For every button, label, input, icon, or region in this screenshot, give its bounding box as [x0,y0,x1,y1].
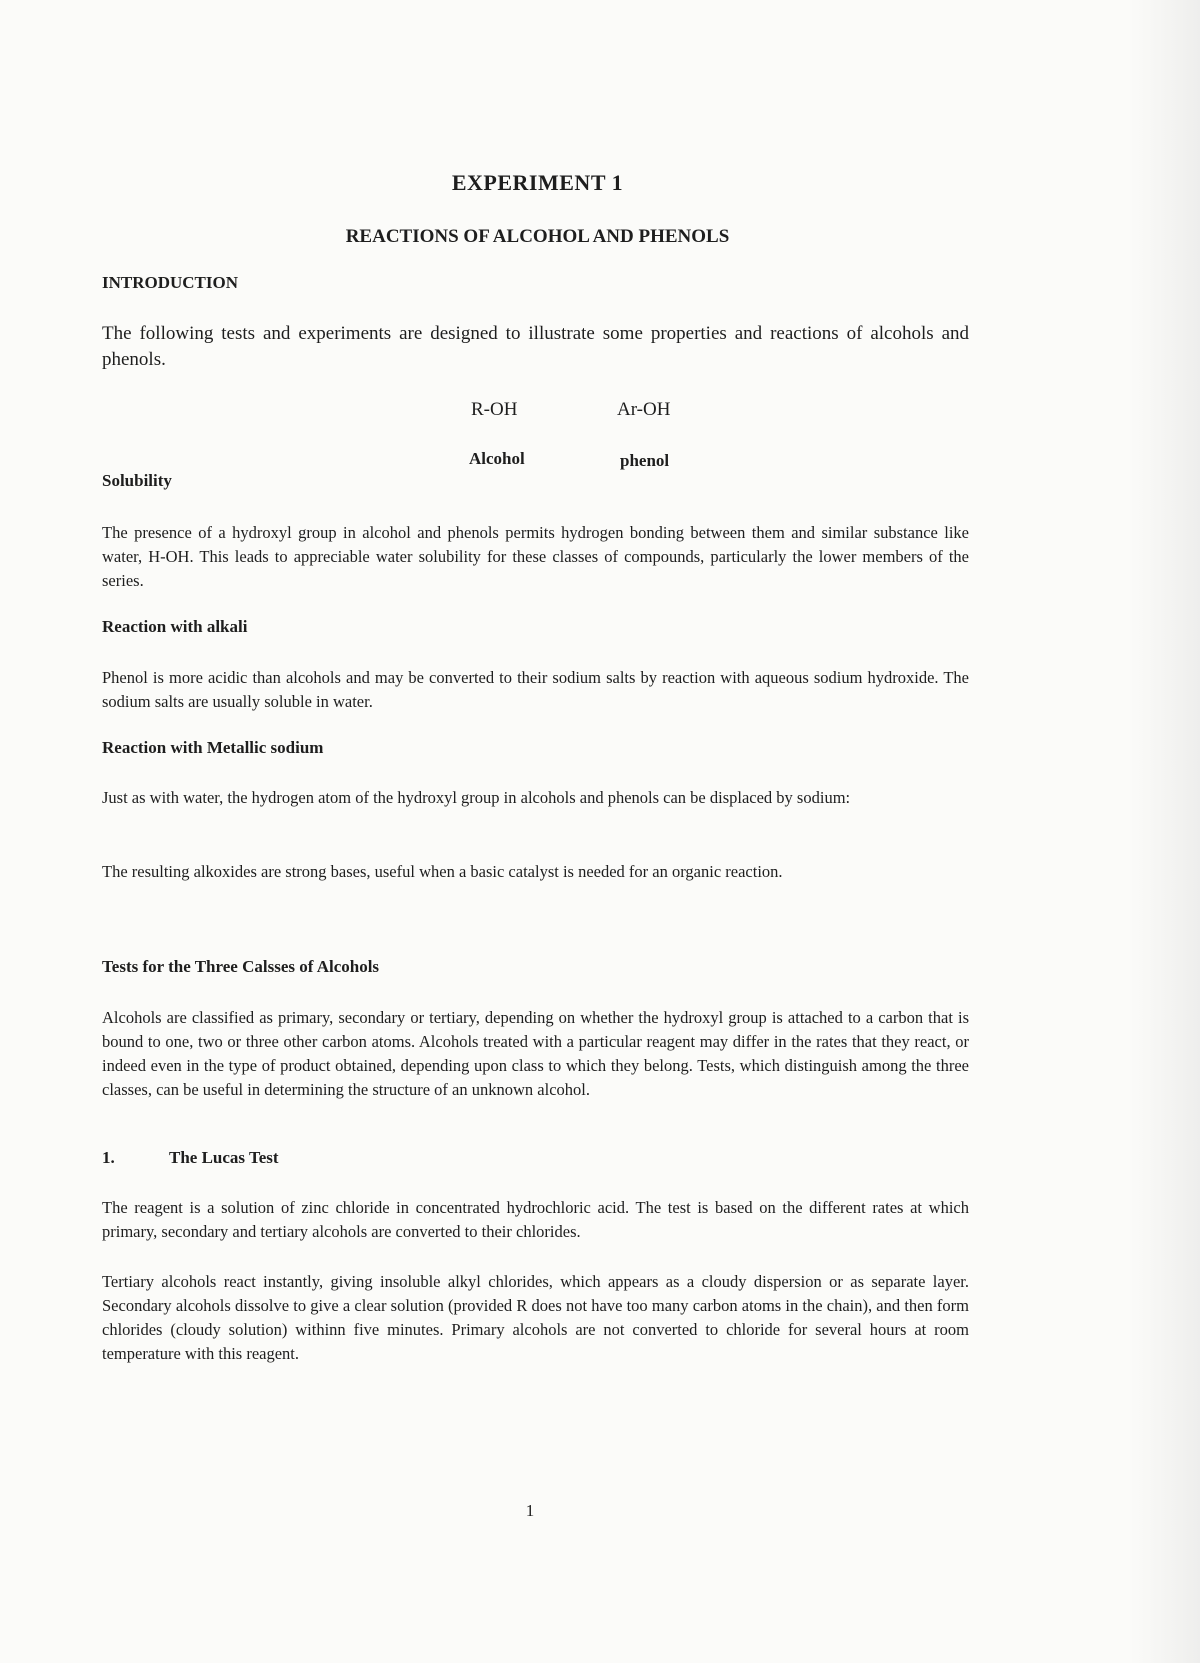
scan-shadow [1130,0,1200,1663]
tests-heading: Tests for the Three Calsses of Alcohols [102,957,380,976]
solubility-heading: Solubility [102,471,172,490]
page-title: EXPERIMENT 1 [451,170,624,195]
alkali-heading: Reaction with alkali [102,617,248,636]
alkoxides-paragraph: The resulting alkoxides are strong bases, useful when a basic catalyst is needed for an organic reaction. [102,862,783,881]
solubility-paragraph: The presence of a hydroxyl group in alcohol and phenols permits hydrogen bonding between them and similar substance like water, H-OH. This leads to appreciable water solubility for these classes of compounds, particularly the lower members of the series. [102,523,969,590]
tests-paragraph: Alcohols are classified as primary, secondary or tertiary, depending on whether the hydroxyl group is attached to a carbon that is bound to one, two or three other carbon atoms. Alcohols treated with a particular reagent may differ in the rates that they react, or indeed even in the type of product obtained, depending upon class to which they belong. Tests, which distinguish among the three classes, can be useful in determining the structure of an unknown alcohol. [102,1008,969,1099]
phenol-label: phenol [620,451,670,470]
sodium-paragraph: Just as with water, the hydrogen atom of the hydroxyl group in alcohols and phenols can be displaced by sodium: [102,788,851,807]
lucas-heading: The Lucas Test [169,1148,279,1167]
lucas-paragraph: The reagent is a solution of zinc chloride in concentrated hydrochloric acid. The test is based on the different rates at which primary, secondary and tertiary alcohols are converted to their chlorides. [102,1198,969,1241]
alcohol-label: Alcohol [469,449,525,468]
alkali-paragraph: Phenol is more acidic than alcohols and may be converted to their sodium salts by reaction with aqueous sodium hydroxide. The sodium salts are usually soluble in water. [102,668,969,711]
alcohol-formula: R-OH [471,399,518,420]
lucas-result-paragraph: Tertiary alcohols react instantly, giving insoluble alkyl chlorides, which appears as a cloudy dispersion or as separate layer. Secondary alcohols dissolve to give a clear solution (provided R does not have too many carbon atoms in the chain), and then form chlorides (cloudy solution) withinn five minutes. Primary alcohols are not converted to chloride for several hours at room temperature with this reagent. [102,1272,969,1363]
intro-heading: INTRODUCTION [102,273,239,292]
page-number: 1 [525,1501,535,1520]
intro-paragraph: The following tests and experiments are designed to illustrate some properties and reactions of alcohols and phenols. [102,323,969,370]
sodium-heading: Reaction with Metallic sodium [102,738,324,757]
lucas-number: 1. [102,1148,115,1167]
page-subtitle: REACTIONS OF ALCOHOL AND PHENOLS [345,226,730,247]
phenol-formula: Ar-OH [617,399,671,420]
